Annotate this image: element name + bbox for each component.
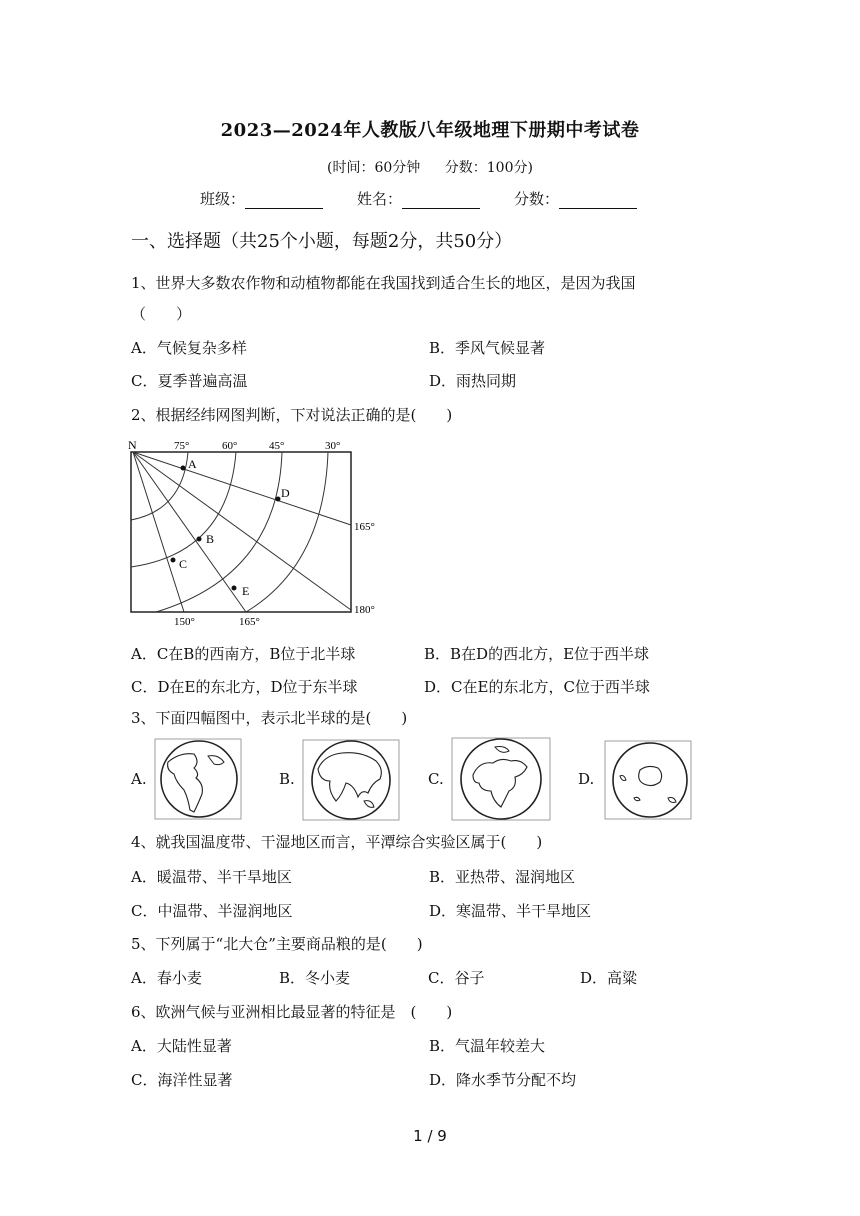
q5-option-c: C．谷子 [428, 969, 485, 987]
point-c [171, 558, 176, 563]
globe-c-icon [451, 737, 551, 821]
q2-option-b: B．B在D的西北方，E位于西半球 [424, 645, 650, 663]
map-top-label: 60° [222, 440, 238, 452]
class-field [200, 188, 323, 209]
q1-option-c: C．夏季普遍高温 [131, 372, 248, 390]
q3-option-d: D. [578, 770, 595, 788]
q5-option-b: B．冬小麦 [279, 969, 351, 987]
map-top-label: 45° [269, 440, 285, 452]
name-label: 姓名： [357, 190, 403, 208]
q4-option-b: B．亚热带、湿润地区 [429, 868, 576, 886]
q5-option-d: D．高粱 [580, 969, 638, 987]
q6-option-c: C．海洋性显著 [131, 1071, 233, 1089]
exam-score: 分数：100分) [444, 160, 533, 176]
map-point-label: C [179, 557, 188, 571]
map-bottom-label: 165° [239, 616, 260, 628]
score-field [514, 188, 637, 209]
q4-stem: 4、就我国温度带、干湿地区而言，平潭综合实验区属于( ) [131, 833, 543, 851]
globe-d-icon [604, 740, 692, 820]
q6-option-b: B．气温年较差大 [429, 1037, 546, 1055]
q3-option-c: C. [428, 770, 444, 788]
name-blank [402, 192, 480, 209]
point-d [276, 497, 281, 502]
page-number: 1 / 9 [413, 1127, 447, 1145]
class-label: 班级： [200, 190, 246, 208]
map-top-label: 30° [325, 440, 341, 452]
exam-time: (时间：60分钟 [327, 160, 421, 176]
page-title: 2023—2024年人教版八年级地理下册期中考试卷 [220, 120, 640, 141]
map-pole-label: N [128, 438, 137, 452]
q4-option-d: D．寒温带、半干旱地区 [429, 902, 592, 920]
q1-option-b: B．季风气候显著 [429, 339, 546, 357]
point-b [197, 537, 202, 542]
globe-b-icon [302, 739, 400, 821]
class-blank [245, 192, 323, 209]
map-point-label: E [242, 584, 250, 598]
q5-stem: 5、下列属于“北大仓”主要商品粮的是( ) [131, 935, 423, 953]
score-blank [559, 192, 637, 209]
q2-stem: 2、根据经纬网图判断，下对说法正确的是( ) [131, 406, 453, 424]
name-field [357, 188, 480, 209]
map-bottom-label: 150° [174, 616, 195, 628]
q5-option-a: A．春小麦 [131, 969, 202, 987]
q6-option-a: A．大陆性显著 [131, 1037, 232, 1055]
point-e [232, 586, 237, 591]
q1-stem-line1: 1、世界大多数农作物和动植物都能在我国找到适合生长的地区，是因为我国 [131, 274, 636, 292]
q2-option-c: C．D在E的东北方，D位于东半球 [131, 678, 358, 696]
q6-stem: 6、欧洲气候与亚洲相比最显著的特征是 ( ) [131, 1003, 453, 1021]
q3-stem: 3、下面四幅图中，表示北半球的是( ) [131, 709, 408, 727]
score-label: 分数： [514, 190, 560, 208]
map-right-label: 165° [354, 521, 375, 533]
map-top-label: 75° [174, 440, 190, 452]
point-a [181, 466, 186, 471]
map-point-label: A [188, 457, 197, 471]
q6-option-d: D．降水季节分配不均 [429, 1071, 577, 1089]
q2-option-d: D．C在E的东北方，C位于西半球 [424, 678, 650, 696]
map-point-label: D [281, 486, 290, 500]
graticule-map [128, 435, 390, 629]
q3-option-b: B. [279, 770, 295, 788]
q4-option-c: C．中温带、半湿润地区 [131, 902, 293, 920]
exam-time-score [0, 157, 860, 177]
q4-option-a: A．暖温带、半干旱地区 [131, 868, 292, 886]
q2-option-a: A．C在B的西南方，B位于北半球 [131, 645, 356, 663]
q1-stem-line2: （ ） [131, 305, 192, 323]
q1-option-d: D．雨热同期 [429, 372, 517, 390]
globe-a-icon [154, 738, 242, 820]
map-point-label: B [206, 532, 215, 546]
section-heading: 一、选择题（共25个小题，每题2分，共50分） [131, 231, 513, 252]
student-info-row [200, 188, 671, 209]
q3-option-a: A. [131, 770, 147, 788]
q1-option-a: A．气候复杂多样 [131, 339, 247, 357]
map-right-label: 180° [354, 604, 375, 616]
